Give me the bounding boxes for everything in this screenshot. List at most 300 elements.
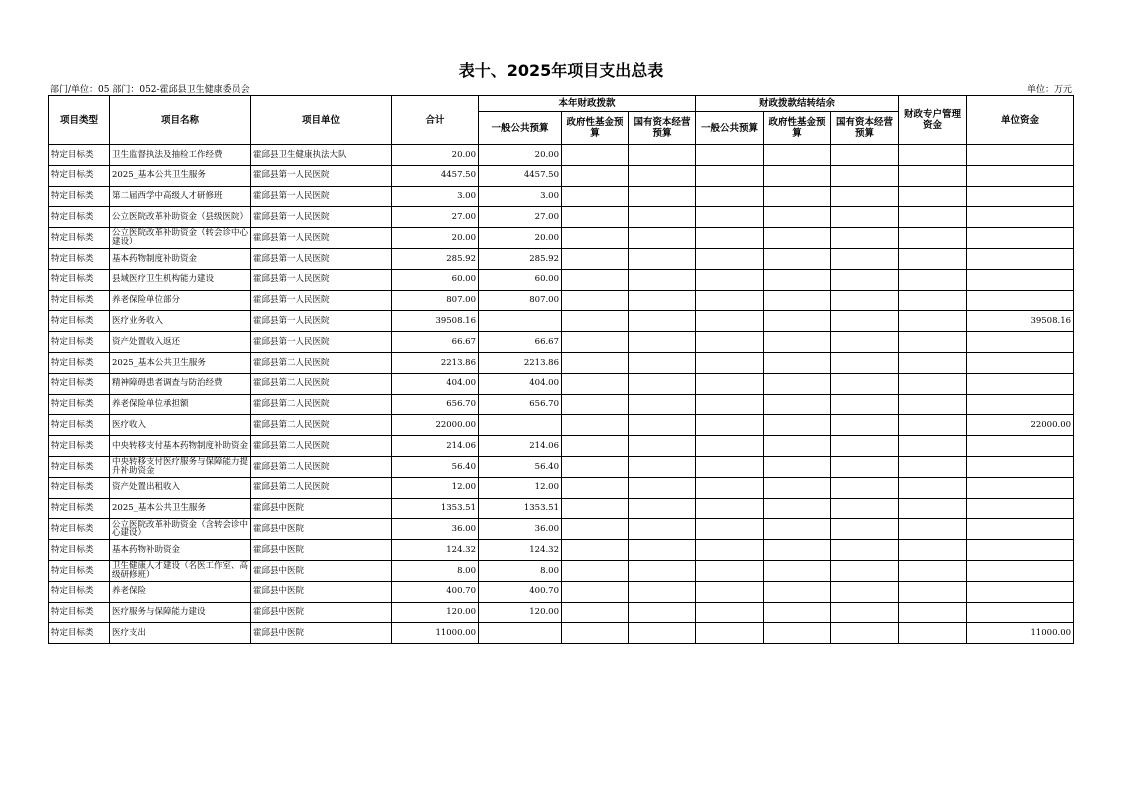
cell-unit-funds: 11000.00: [967, 623, 1074, 644]
header-special-account: 财政专户管理资金: [899, 96, 967, 145]
table-row: [49, 415, 1074, 436]
cell-project-name: 中央转移支付基本药物制度补助资金: [110, 436, 251, 457]
cell-project-name: 2025_基本公共卫生服务: [110, 352, 251, 373]
cell-project-unit: 霍邱县中医院: [251, 540, 392, 561]
header-row-1: [49, 96, 1074, 112]
cell-state-capital-budget: [629, 332, 696, 353]
table-row: [49, 436, 1074, 457]
table-row: [49, 456, 1074, 477]
cell-general-budget: 807.00: [479, 290, 562, 311]
cell-unit-funds: [967, 602, 1074, 623]
cell-project-unit: 霍邱县中医院: [251, 560, 392, 581]
cell-project-unit: 霍邱县中医院: [251, 519, 392, 540]
table-row: [49, 373, 1074, 394]
cell-project-name: 养老保险单位部分: [110, 290, 251, 311]
cell-special-account: [899, 248, 967, 269]
cell-total: 20.00: [392, 145, 479, 166]
cell-carry-fund-budget: [764, 519, 831, 540]
cell-project-unit: 霍邱县第二人民医院: [251, 436, 392, 457]
cell-special-account: [899, 540, 967, 561]
cell-unit-funds: [967, 581, 1074, 602]
cell-carry-general-budget: [696, 207, 764, 228]
cell-special-account: [899, 165, 967, 186]
cell-general-budget: 27.00: [479, 207, 562, 228]
cell-carry-state-capital-budget: [831, 540, 899, 561]
cell-carry-state-capital-budget: [831, 436, 899, 457]
table-row: [49, 165, 1074, 186]
cell-project-name: 2025_基本公共卫生服务: [110, 165, 251, 186]
table-row: [49, 186, 1074, 207]
cell-carry-fund-budget: [764, 248, 831, 269]
cell-project-name: 2025_基本公共卫生服务: [110, 498, 251, 519]
cell-carry-fund-budget: [764, 352, 831, 373]
cell-project-unit: 霍邱县卫生健康执法大队: [251, 145, 392, 166]
cell-special-account: [899, 560, 967, 581]
cell-project-unit: 霍邱县第二人民医院: [251, 477, 392, 498]
cell-unit-funds: [967, 228, 1074, 249]
cell-fund-budget: [562, 228, 629, 249]
cell-fund-budget: [562, 623, 629, 644]
cell-carry-fund-budget: [764, 581, 831, 602]
cell-fund-budget: [562, 581, 629, 602]
cell-project-type: 特定目标类: [49, 207, 110, 228]
table-row: [49, 602, 1074, 623]
cell-carry-general-budget: [696, 394, 764, 415]
cell-total: 4457.50: [392, 165, 479, 186]
cell-carry-fund-budget: [764, 311, 831, 332]
cell-unit-funds: [967, 207, 1074, 228]
cell-project-type: 特定目标类: [49, 269, 110, 290]
table-row: [49, 498, 1074, 519]
cell-general-budget: 60.00: [479, 269, 562, 290]
cell-state-capital-budget: [629, 186, 696, 207]
cell-project-type: 特定目标类: [49, 560, 110, 581]
cell-fund-budget: [562, 269, 629, 290]
cell-fund-budget: [562, 332, 629, 353]
cell-carry-state-capital-budget: [831, 623, 899, 644]
cell-general-budget: 124.32: [479, 540, 562, 561]
cell-carry-general-budget: [696, 498, 764, 519]
header-project-unit: 项目单位: [251, 96, 392, 145]
cell-project-unit: 霍邱县中医院: [251, 602, 392, 623]
cell-fund-budget: [562, 560, 629, 581]
cell-carry-state-capital-budget: [831, 290, 899, 311]
table-row: [49, 394, 1074, 415]
cell-special-account: [899, 373, 967, 394]
cell-project-type: 特定目标类: [49, 373, 110, 394]
cell-carry-general-budget: [696, 228, 764, 249]
cell-project-type: 特定目标类: [49, 165, 110, 186]
cell-project-unit: 霍邱县中医院: [251, 581, 392, 602]
cell-total: 39508.16: [392, 311, 479, 332]
cell-special-account: [899, 228, 967, 249]
cell-special-account: [899, 415, 967, 436]
cell-carry-general-budget: [696, 311, 764, 332]
cell-project-type: 特定目标类: [49, 332, 110, 353]
cell-carry-fund-budget: [764, 415, 831, 436]
cell-project-name: 精神障碍患者调查与防治经费: [110, 373, 251, 394]
cell-carry-general-budget: [696, 269, 764, 290]
cell-project-type: 特定目标类: [49, 519, 110, 540]
cell-project-name: 公立医院改革补助资金（县级医院）: [110, 207, 251, 228]
cell-unit-funds: [967, 248, 1074, 269]
cell-carry-state-capital-budget: [831, 456, 899, 477]
cell-project-type: 特定目标类: [49, 352, 110, 373]
cell-carry-general-budget: [696, 477, 764, 498]
cell-carry-general-budget: [696, 186, 764, 207]
cell-unit-funds: [967, 540, 1074, 561]
cell-project-name: 县域医疗卫生机构能力建设: [110, 269, 251, 290]
cell-project-unit: 霍邱县第二人民医院: [251, 456, 392, 477]
cell-general-budget: 285.92: [479, 248, 562, 269]
cell-carry-fund-budget: [764, 560, 831, 581]
cell-project-unit: 霍邱县第一人民医院: [251, 269, 392, 290]
header-general-budget: 一般公共预算: [479, 112, 562, 145]
cell-general-budget: 66.67: [479, 332, 562, 353]
cell-carry-state-capital-budget: [831, 394, 899, 415]
cell-carry-state-capital-budget: [831, 581, 899, 602]
unit-label: 单位：万元: [1026, 85, 1072, 95]
cell-carry-state-capital-budget: [831, 228, 899, 249]
header-carryover: 财政拨款结转结余: [696, 96, 899, 112]
cell-project-type: 特定目标类: [49, 498, 110, 519]
cell-carry-state-capital-budget: [831, 186, 899, 207]
cell-unit-funds: [967, 373, 1074, 394]
header-unit-funds: 单位资金: [967, 96, 1074, 145]
cell-fund-budget: [562, 477, 629, 498]
cell-carry-state-capital-budget: [831, 248, 899, 269]
cell-state-capital-budget: [629, 477, 696, 498]
cell-unit-funds: [967, 332, 1074, 353]
cell-unit-funds: [967, 477, 1074, 498]
cell-state-capital-budget: [629, 623, 696, 644]
cell-general-budget: 20.00: [479, 145, 562, 166]
cell-general-budget: [479, 311, 562, 332]
cell-carry-state-capital-budget: [831, 145, 899, 166]
cell-project-name: 医疗支出: [110, 623, 251, 644]
cell-special-account: [899, 602, 967, 623]
table-row: [49, 207, 1074, 228]
cell-total: 285.92: [392, 248, 479, 269]
cell-carry-general-budget: [696, 373, 764, 394]
cell-total: 3.00: [392, 186, 479, 207]
cell-state-capital-budget: [629, 519, 696, 540]
cell-total: 8.00: [392, 560, 479, 581]
cell-unit-funds: [967, 290, 1074, 311]
cell-special-account: [899, 394, 967, 415]
cell-general-budget: 2213.86: [479, 352, 562, 373]
expenditure-table: [48, 95, 1074, 644]
cell-total: 656.70: [392, 394, 479, 415]
cell-general-budget: [479, 623, 562, 644]
cell-carry-fund-budget: [764, 186, 831, 207]
table-row: [49, 332, 1074, 353]
cell-project-unit: 霍邱县第二人民医院: [251, 373, 392, 394]
header-fund-budget: 政府性基金预算: [562, 112, 629, 145]
cell-carry-state-capital-budget: [831, 332, 899, 353]
cell-unit-funds: [967, 394, 1074, 415]
cell-project-type: 特定目标类: [49, 602, 110, 623]
cell-state-capital-budget: [629, 540, 696, 561]
cell-fund-budget: [562, 602, 629, 623]
cell-carry-general-budget: [696, 602, 764, 623]
cell-project-name: 第二届西学中高级人才研修班: [110, 186, 251, 207]
cell-state-capital-budget: [629, 145, 696, 166]
cell-project-unit: 霍邱县中医院: [251, 498, 392, 519]
cell-general-budget: 36.00: [479, 519, 562, 540]
cell-total: 214.06: [392, 436, 479, 457]
cell-carry-fund-budget: [764, 477, 831, 498]
header-carry-state-capital-budget: 国有资本经营预算: [831, 112, 899, 145]
cell-general-budget: 214.06: [479, 436, 562, 457]
cell-carry-state-capital-budget: [831, 477, 899, 498]
cell-state-capital-budget: [629, 394, 696, 415]
cell-fund-budget: [562, 186, 629, 207]
cell-special-account: [899, 145, 967, 166]
cell-carry-fund-budget: [764, 373, 831, 394]
cell-total: 2213.86: [392, 352, 479, 373]
cell-state-capital-budget: [629, 290, 696, 311]
cell-special-account: [899, 581, 967, 602]
cell-fund-budget: [562, 436, 629, 457]
cell-carry-general-budget: [696, 560, 764, 581]
cell-general-budget: 8.00: [479, 560, 562, 581]
cell-unit-funds: [967, 269, 1074, 290]
table-row: [49, 560, 1074, 581]
cell-project-name: 资产处置收入返还: [110, 332, 251, 353]
cell-project-name: 养老保险单位承担额: [110, 394, 251, 415]
cell-state-capital-budget: [629, 311, 696, 332]
table-row: [49, 477, 1074, 498]
cell-project-unit: 霍邱县第一人民医院: [251, 228, 392, 249]
cell-state-capital-budget: [629, 456, 696, 477]
cell-carry-state-capital-budget: [831, 415, 899, 436]
cell-carry-fund-budget: [764, 165, 831, 186]
table-row: [49, 228, 1074, 249]
cell-project-name: 公立医院改革补助资金（含转会诊中心建设）: [110, 519, 251, 540]
cell-carry-fund-budget: [764, 228, 831, 249]
cell-fund-budget: [562, 290, 629, 311]
cell-carry-state-capital-budget: [831, 560, 899, 581]
cell-project-unit: 霍邱县第一人民医院: [251, 165, 392, 186]
header-carry-general-budget: 一般公共预算: [696, 112, 764, 145]
cell-project-unit: 霍邱县第二人民医院: [251, 415, 392, 436]
cell-carry-state-capital-budget: [831, 498, 899, 519]
cell-carry-state-capital-budget: [831, 207, 899, 228]
cell-unit-funds: [967, 519, 1074, 540]
cell-special-account: [899, 207, 967, 228]
cell-project-type: 特定目标类: [49, 248, 110, 269]
cell-special-account: [899, 352, 967, 373]
cell-fund-budget: [562, 207, 629, 228]
cell-state-capital-budget: [629, 581, 696, 602]
cell-carry-fund-budget: [764, 290, 831, 311]
cell-special-account: [899, 498, 967, 519]
cell-carry-general-budget: [696, 248, 764, 269]
cell-project-type: 特定目标类: [49, 186, 110, 207]
cell-project-name: 中央转移支付医疗服务与保障能力提升补助资金: [110, 456, 251, 477]
cell-carry-general-budget: [696, 145, 764, 166]
cell-project-type: 特定目标类: [49, 415, 110, 436]
cell-project-type: 特定目标类: [49, 540, 110, 561]
cell-carry-fund-budget: [764, 456, 831, 477]
cell-total: 12.00: [392, 477, 479, 498]
cell-project-unit: 霍邱县第二人民医院: [251, 352, 392, 373]
cell-fund-budget: [562, 145, 629, 166]
cell-carry-fund-budget: [764, 332, 831, 353]
cell-carry-general-budget: [696, 581, 764, 602]
cell-carry-general-budget: [696, 456, 764, 477]
cell-special-account: [899, 290, 967, 311]
cell-fund-budget: [562, 415, 629, 436]
cell-fund-budget: [562, 540, 629, 561]
cell-total: 1353.51: [392, 498, 479, 519]
cell-fund-budget: [562, 311, 629, 332]
cell-carry-state-capital-budget: [831, 165, 899, 186]
cell-total: 11000.00: [392, 623, 479, 644]
cell-project-unit: 霍邱县第一人民医院: [251, 186, 392, 207]
cell-project-type: 特定目标类: [49, 436, 110, 457]
cell-carry-general-budget: [696, 436, 764, 457]
cell-total: 66.67: [392, 332, 479, 353]
cell-project-name: 基本药物补助资金: [110, 540, 251, 561]
cell-general-budget: 120.00: [479, 602, 562, 623]
cell-special-account: [899, 311, 967, 332]
page-title: 表十、2025年项目支出总表: [458, 61, 664, 80]
table-row: [49, 145, 1074, 166]
cell-unit-funds: 22000.00: [967, 415, 1074, 436]
cell-unit-funds: 39508.16: [967, 311, 1074, 332]
table-row: [49, 540, 1074, 561]
cell-total: 120.00: [392, 602, 479, 623]
cell-carry-state-capital-budget: [831, 269, 899, 290]
cell-project-unit: 霍邱县第一人民医院: [251, 207, 392, 228]
cell-fund-budget: [562, 165, 629, 186]
cell-state-capital-budget: [629, 165, 696, 186]
table-body: [49, 145, 1074, 644]
cell-unit-funds: [967, 560, 1074, 581]
cell-state-capital-budget: [629, 436, 696, 457]
cell-carry-fund-budget: [764, 498, 831, 519]
cell-carry-general-budget: [696, 290, 764, 311]
table-row: [49, 519, 1074, 540]
cell-carry-state-capital-budget: [831, 311, 899, 332]
cell-special-account: [899, 186, 967, 207]
cell-general-budget: 4457.50: [479, 165, 562, 186]
cell-special-account: [899, 623, 967, 644]
cell-total: 27.00: [392, 207, 479, 228]
cell-project-name: 卫生健康人才建设（名医工作室、高级研修班）: [110, 560, 251, 581]
cell-carry-general-budget: [696, 352, 764, 373]
cell-project-type: 特定目标类: [49, 311, 110, 332]
cell-project-name: 基本药物制度补助资金: [110, 248, 251, 269]
cell-state-capital-budget: [629, 373, 696, 394]
table-row: [49, 581, 1074, 602]
cell-general-budget: 1353.51: [479, 498, 562, 519]
department-label: 部门/单位：05 部门：052-霍邱县卫生健康委员会: [50, 85, 250, 95]
cell-special-account: [899, 477, 967, 498]
cell-unit-funds: [967, 145, 1074, 166]
header-state-capital-budget: 国有资本经营预算: [629, 112, 696, 145]
cell-carry-general-budget: [696, 332, 764, 353]
cell-special-account: [899, 456, 967, 477]
cell-carry-state-capital-budget: [831, 373, 899, 394]
cell-special-account: [899, 436, 967, 457]
table-row: [49, 290, 1074, 311]
cell-unit-funds: [967, 498, 1074, 519]
cell-project-type: 特定目标类: [49, 145, 110, 166]
cell-state-capital-budget: [629, 415, 696, 436]
cell-state-capital-budget: [629, 498, 696, 519]
cell-unit-funds: [967, 436, 1074, 457]
cell-fund-budget: [562, 373, 629, 394]
cell-total: 124.32: [392, 540, 479, 561]
cell-project-type: 特定目标类: [49, 477, 110, 498]
cell-state-capital-budget: [629, 352, 696, 373]
cell-carry-state-capital-budget: [831, 352, 899, 373]
cell-unit-funds: [967, 165, 1074, 186]
cell-fund-budget: [562, 519, 629, 540]
table-row: [49, 248, 1074, 269]
cell-carry-fund-budget: [764, 436, 831, 457]
cell-total: 56.40: [392, 456, 479, 477]
cell-total: 22000.00: [392, 415, 479, 436]
header-carry-fund-budget: 政府性基金预算: [764, 112, 831, 145]
cell-project-name: 医疗服务与保障能力建设: [110, 602, 251, 623]
cell-special-account: [899, 269, 967, 290]
cell-project-type: 特定目标类: [49, 581, 110, 602]
cell-carry-state-capital-budget: [831, 519, 899, 540]
cell-project-unit: 霍邱县第一人民医院: [251, 311, 392, 332]
cell-special-account: [899, 332, 967, 353]
cell-general-budget: 56.40: [479, 456, 562, 477]
cell-special-account: [899, 519, 967, 540]
cell-state-capital-budget: [629, 248, 696, 269]
cell-carry-general-budget: [696, 623, 764, 644]
cell-carry-fund-budget: [764, 623, 831, 644]
cell-project-unit: 霍邱县中医院: [251, 623, 392, 644]
cell-total: 20.00: [392, 228, 479, 249]
cell-total: 400.70: [392, 581, 479, 602]
cell-unit-funds: [967, 352, 1074, 373]
cell-total: 404.00: [392, 373, 479, 394]
cell-state-capital-budget: [629, 269, 696, 290]
cell-carry-general-budget: [696, 540, 764, 561]
cell-project-unit: 霍邱县第一人民医院: [251, 332, 392, 353]
cell-project-name: 医疗业务收入: [110, 311, 251, 332]
cell-general-budget: 656.70: [479, 394, 562, 415]
cell-fund-budget: [562, 394, 629, 415]
cell-general-budget: [479, 415, 562, 436]
cell-carry-state-capital-budget: [831, 602, 899, 623]
cell-project-name: 公立医院改革补助资金（转会诊中心建设）: [110, 228, 251, 249]
cell-project-type: 特定目标类: [49, 394, 110, 415]
header-total: 合计: [392, 96, 479, 145]
cell-state-capital-budget: [629, 228, 696, 249]
cell-carry-fund-budget: [764, 540, 831, 561]
cell-general-budget: 20.00: [479, 228, 562, 249]
table-row: [49, 269, 1074, 290]
cell-project-type: 特定目标类: [49, 290, 110, 311]
cell-project-unit: 霍邱县第一人民医院: [251, 248, 392, 269]
cell-carry-fund-budget: [764, 207, 831, 228]
cell-project-type: 特定目标类: [49, 228, 110, 249]
cell-total: 60.00: [392, 269, 479, 290]
cell-fund-budget: [562, 498, 629, 519]
cell-total: 36.00: [392, 519, 479, 540]
cell-unit-funds: [967, 186, 1074, 207]
cell-carry-general-budget: [696, 519, 764, 540]
